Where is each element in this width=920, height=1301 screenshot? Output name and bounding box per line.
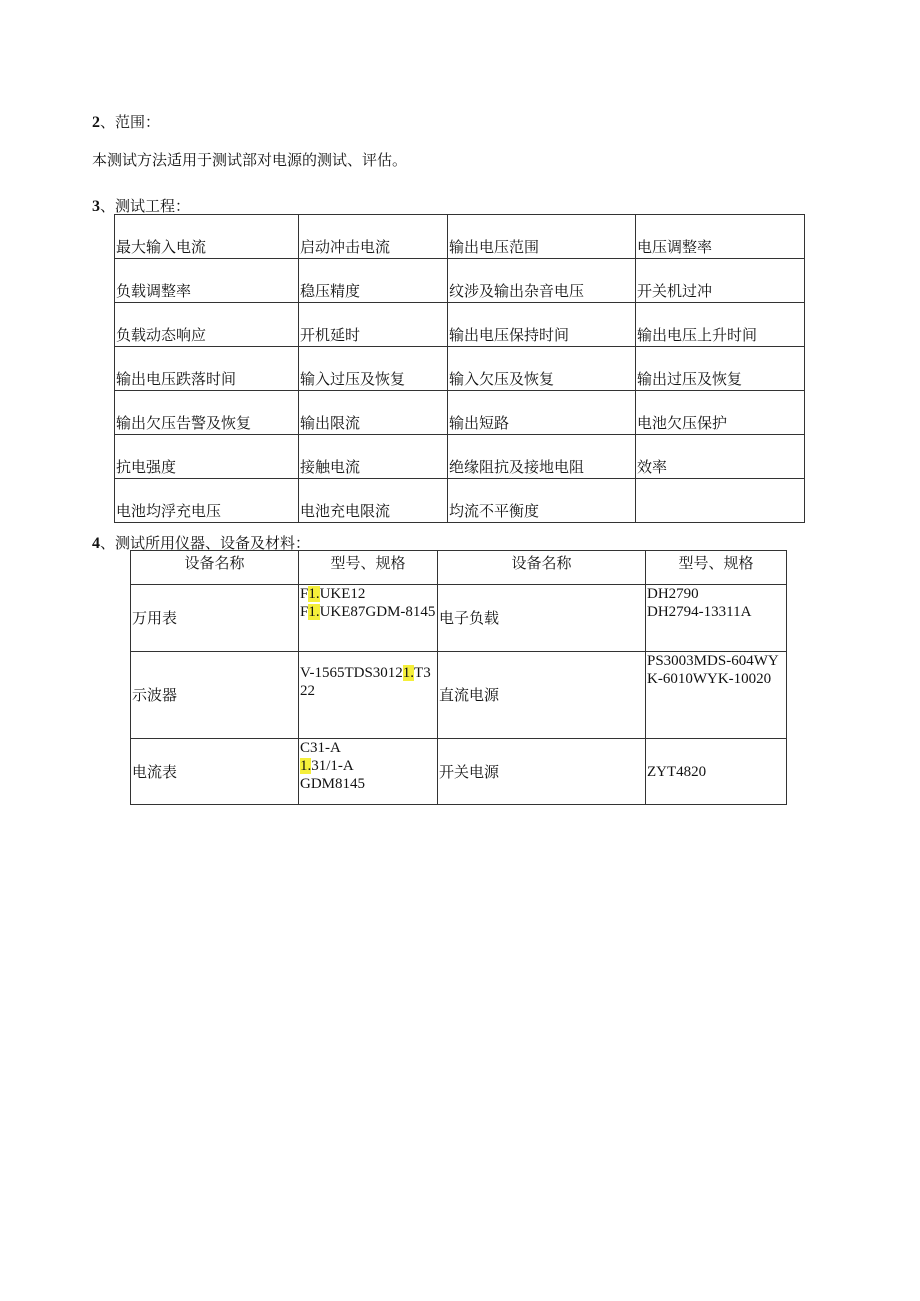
table-cell: 负载调整率 <box>115 259 299 303</box>
equipment-name: 开关电源 <box>438 739 646 805</box>
table-row <box>131 652 787 739</box>
table-cell: 负载动态响应 <box>115 303 299 347</box>
spec-text: C31-A <box>300 740 341 756</box>
equipment-name: 电流表 <box>131 739 299 805</box>
table-row <box>115 347 805 391</box>
table-cell: 抗电强度 <box>115 435 299 479</box>
table-cell: 均流不平衡度 <box>448 479 636 523</box>
column-header: 型号、规格 <box>299 551 438 585</box>
table-row <box>115 479 805 523</box>
table-row <box>131 739 787 805</box>
highlighted-text: 1. <box>402 665 415 681</box>
test-items-table <box>114 214 805 523</box>
table-cell: 电池均浮充电压 <box>115 479 299 523</box>
spec-text: DH2794-13311A <box>647 604 752 620</box>
table-cell: 绝缘阻抗及接地电阻 <box>448 435 636 479</box>
table-cell: 输出欠压告警及恢复 <box>115 391 299 435</box>
spec-text: DH2790 <box>647 586 699 602</box>
equipment-name: 万用表 <box>131 585 299 652</box>
table-cell: 开机延时 <box>299 303 448 347</box>
equipment-name: 直流电源 <box>438 652 646 739</box>
section-number: 4 <box>92 535 100 552</box>
section-number: 2 <box>92 114 100 131</box>
table-row <box>115 215 805 259</box>
spec-text: 31/1-A <box>311 758 354 774</box>
section-number: 3 <box>92 198 100 215</box>
section-title: 、测试所用仪器、设备及材料： <box>100 534 311 552</box>
spec-text: UKE12 <box>319 586 366 602</box>
table-cell: 启动冲击电流 <box>299 215 448 259</box>
spec-text: F <box>300 586 309 602</box>
table-cell: 开关机过冲 <box>636 259 805 303</box>
equipment-table <box>130 550 787 805</box>
table-row <box>115 435 805 479</box>
table-cell: 最大输入电流 <box>115 215 299 259</box>
table-cell: 输出电压保持时间 <box>448 303 636 347</box>
table-cell: 输入欠压及恢复 <box>448 347 636 391</box>
table-cell: 接触电流 <box>299 435 448 479</box>
table-row <box>115 303 805 347</box>
table-cell: 输入过压及恢复 <box>299 347 448 391</box>
equipment-name: 电子负载 <box>438 585 646 652</box>
column-header: 设备名称 <box>438 551 646 585</box>
column-header: 设备名称 <box>131 551 299 585</box>
table-cell: 输出电压范围 <box>448 215 636 259</box>
table-cell: 纹涉及输出杂音电压 <box>448 259 636 303</box>
spec-text: V-1565TDS3012 <box>300 665 403 681</box>
section-title: 、测试工程： <box>100 197 191 215</box>
equipment-spec <box>646 585 787 652</box>
table-cell: 输出短路 <box>448 391 636 435</box>
table-cell: 电池充电限流 <box>299 479 448 523</box>
section-heading-scope <box>92 112 160 133</box>
equipment-spec <box>299 652 438 739</box>
table-cell: 输出电压上升时间 <box>636 303 805 347</box>
equipment-spec <box>299 585 438 652</box>
table-cell: 输出限流 <box>299 391 448 435</box>
spec-text: ZYT4820 <box>647 763 707 780</box>
spec-text: UKE87GDM-8145 <box>319 604 436 620</box>
table-cell: 电池欠压保护 <box>636 391 805 435</box>
table-cell: 电压调整率 <box>636 215 805 259</box>
scope-paragraph: 本测试方法适用于测试部对电源的测试、评估。 <box>92 151 408 169</box>
column-header: 型号、规格 <box>646 551 787 585</box>
equipment-spec <box>646 739 787 805</box>
table-cell <box>636 479 805 523</box>
equipment-name: 示波器 <box>131 652 299 739</box>
spec-text: F <box>300 604 309 620</box>
spec-text: T322 <box>300 665 431 699</box>
section-title: 、范围： <box>100 113 161 131</box>
highlighted-text: 1. <box>308 586 320 602</box>
highlighted-text: 1. <box>308 604 320 620</box>
table-row <box>115 259 805 303</box>
table-row <box>131 585 787 652</box>
equipment-spec <box>299 739 438 805</box>
table-cell: 效率 <box>636 435 805 479</box>
spec-text: GDM8145 <box>300 776 366 792</box>
spec-text: PS3003MDS-604WYK-6010WYK-10020 <box>647 653 779 687</box>
highlighted-text: 1. <box>300 758 312 774</box>
table-header-row <box>131 551 787 585</box>
table-row <box>115 391 805 435</box>
table-cell: 稳压精度 <box>299 259 448 303</box>
equipment-spec <box>646 652 787 739</box>
table-cell: 输出过压及恢复 <box>636 347 805 391</box>
table-cell: 输出电压跌落时间 <box>115 347 299 391</box>
